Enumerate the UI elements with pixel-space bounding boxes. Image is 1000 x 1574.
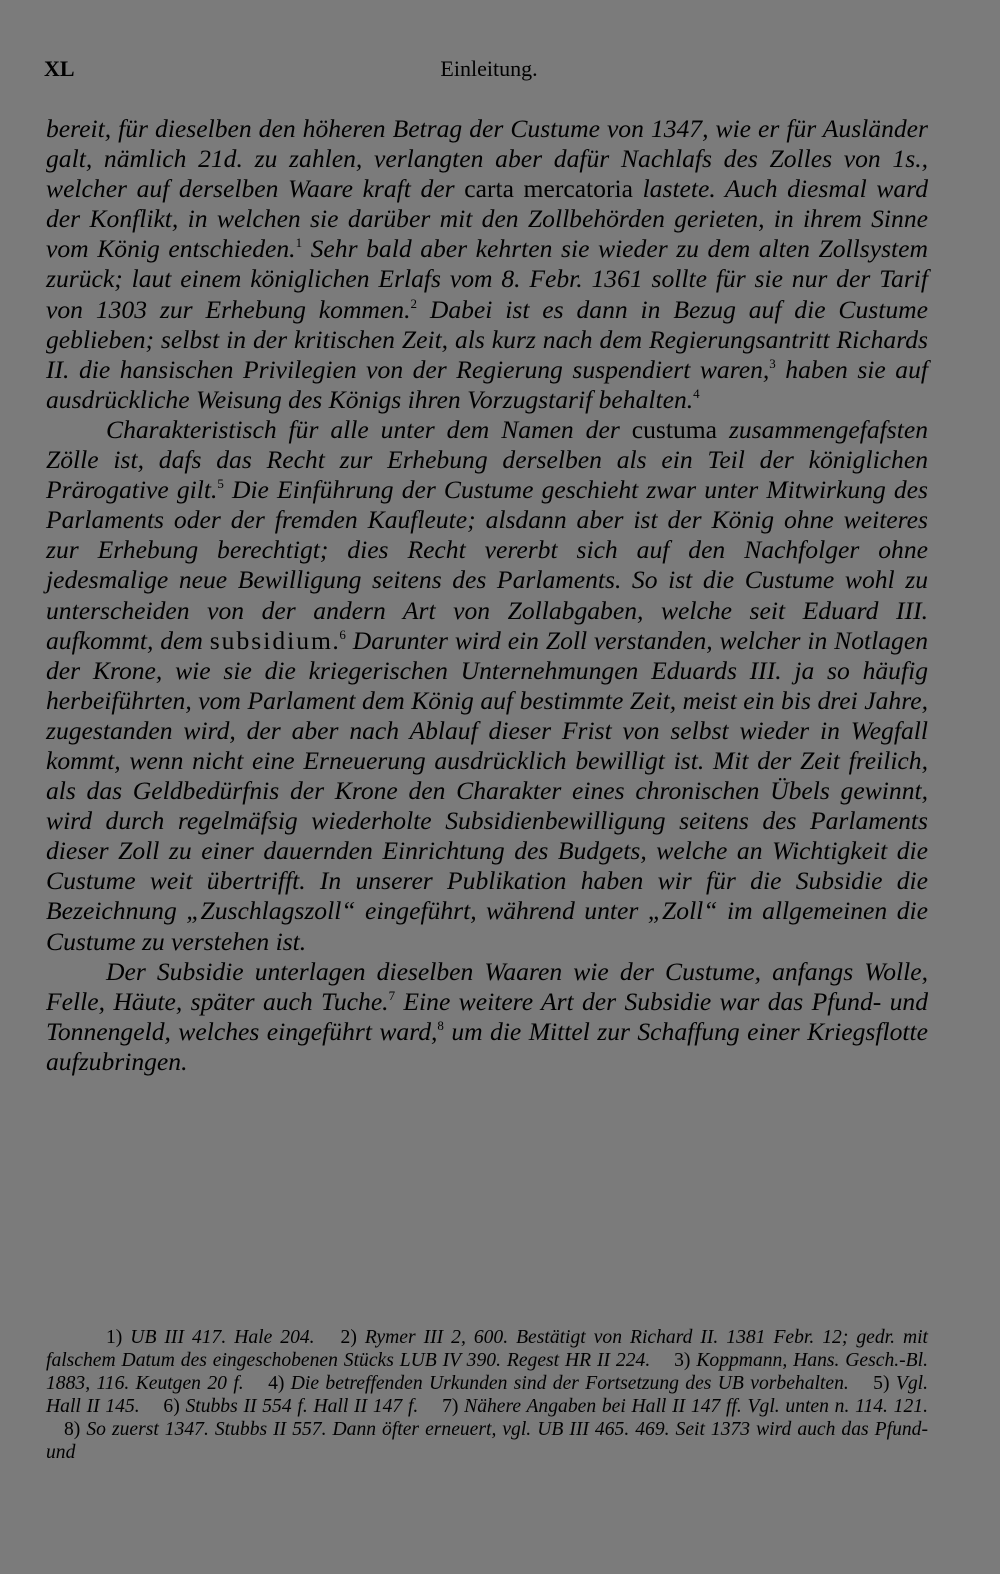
- text-run: subsidium: [209, 625, 333, 655]
- footnote: [106, 1327, 315, 1348]
- footnote: [442, 1396, 928, 1417]
- running-title: Einleitung.: [440, 56, 538, 81]
- footnote-marker: 4: [693, 385, 700, 401]
- footnote-text: Nähere Angaben bei Hall II 147 ff. Vgl. unten n. 114. 121.: [464, 1396, 928, 1417]
- text-run: Dabei ist es dann in Bezug auf die Custume geblieben; selbst in der kritischen Zeit, als kurz nach dem Regierungsantritt Richards II. die hansischen Privilegien von der Regierung suspendiert waren,: [46, 294, 929, 384]
- footnote-number: 1): [106, 1327, 131, 1348]
- text-run: zusammengefafsten Zölle ist, dafs das Recht zur Erhebung derselben als ein Teil der königlichen Prärogative gilt.: [46, 414, 928, 505]
- text-run: lastete. Auch diesmal ward der Konflikt, in welchen sie darüber mit den Zollbehörden gerieten, in ihrem Sinne vom König entschieden.: [46, 174, 928, 264]
- footnote-number: 3): [674, 1350, 697, 1371]
- text-run: um die Mittel zur Schaffung einer Kriegsflotte aufzubringen.: [46, 1016, 928, 1076]
- paragraph: [46, 957, 928, 1077]
- paragraph: [46, 415, 928, 957]
- footnote-number: 2): [340, 1327, 365, 1348]
- footnote-text: Die betreffenden Urkunden sind der Fortsetzung des UB vorbehalten.: [290, 1373, 849, 1394]
- page-header: [44, 56, 934, 90]
- footnote-marker: 1: [295, 235, 303, 251]
- page-number: XL: [44, 56, 75, 81]
- footnote-marker: 2: [410, 295, 417, 311]
- text-run: Darunter wird ein Zoll verstanden, welcher in Notlagen der Krone, wie sie die kriegerischen Unternehmungen Eduards III. ja so häufig herbeiführten, vom Parlament dem König auf bestimmte Zeit, meist ein bis drei Jahre, zugestanden wird, der aber nach Ablauf dieser Frist von selbst wieder in Wegfall kommt, wenn nicht eine Erneuerung ausdrücklich bewilligt ist. Mit der Zeit freilich, als das Geldbedürfnis der Krone den Charakter eines chronischen Übels gewinnt, wird durch regelmäfsig wiederholte Subsidienbewilligung seitens des Parlaments dieser Zoll zu einer dauernden Einrichtung des Budgets, welche an Wichtigkeit die Custume weit übertrifft. In unserer Publikation haben wir für die Subsidie die Bezeichnung „Zuschlagszoll“ eingeführt, während unter „Zoll“ im allgemeinen die Custume zu verstehen ist.: [46, 625, 928, 956]
- paragraph: [46, 114, 928, 415]
- body-text: [46, 114, 928, 1077]
- footnote-text: Koppmann, Hans. Gesch.-Bl. 1883, 116. Keutgen 20 f.: [46, 1350, 928, 1394]
- text-run: Der Subsidie unterlagen dieselben Waaren wie der Custume, anfangs Wolle, Felle, Häute, später auch Tuche.: [46, 956, 928, 1016]
- footnote-text: UB III 417. Hale 204.: [130, 1327, 315, 1348]
- footnote-marker: 5: [217, 476, 224, 492]
- text-run: Sehr bald aber kehrten sie wieder zu dem alten Zollsystem zurück; laut einem königlichen Erlafs vom 8. Febr. 1361 sollte für sie nur der Tarif von 1303 zur Erhebung kommen.: [46, 234, 928, 324]
- footnote-number: 5): [873, 1373, 896, 1394]
- text-run: .: [332, 625, 340, 655]
- footnote-number: 6): [163, 1396, 186, 1417]
- text-run: Charakteristisch für alle unter dem Namen der: [106, 414, 632, 444]
- footnote-number: 7): [442, 1396, 465, 1417]
- footnote-marker: 3: [769, 355, 776, 371]
- footnote-text: So zuerst 1347. Stubbs II 557. Dann öfter erneuert, vgl. UB III 465. 469. Seit 1373 wird auch das Pfund- und: [46, 1419, 928, 1463]
- footnote-marker: 6: [339, 626, 346, 642]
- footnote: [46, 1419, 928, 1463]
- footnote: [268, 1373, 849, 1394]
- text-run: haben sie auf ausdrückliche Weisung des Königs ihren Vorzugstarif behalten.: [46, 354, 928, 414]
- text-run: Die Einführung der Custume geschieht zwar unter Mitwirkung des Parlaments oder der fremden Kaufleute; alsdann aber ist der König ohne weiteres zur Erhebung berechtigt; dies Recht vererbt sich auf den Nachfolger ohne jedesmalige neue Bewilligung seitens des Parlaments. So ist die Custume wohl zu unterscheiden von der andern Art von Zollabgaben, welche seit Eduard III. aufkommt, dem: [46, 475, 928, 655]
- text-run: Eine weitere Art der Subsidie war das Pfund- und Tonnengeld, welches eingeführt ward,: [46, 986, 928, 1046]
- text-run: bereit, für dieselben den höheren Betrag der Custume von 1347, wie er für Ausländer galt, nämlich 21d. zu zahlen, verlangten aber dafür Nachlafs des Zolles von 1s., welcher auf derselben Waare kraft der: [46, 114, 928, 204]
- footnote-marker: 7: [388, 987, 396, 1003]
- text-run: carta mercatoria: [464, 174, 633, 204]
- footnote-number: 8): [64, 1419, 87, 1440]
- footnote-text: Stubbs II 554 f. Hall II 147 f.: [185, 1396, 419, 1417]
- footnote-marker: 8: [437, 1017, 444, 1033]
- text-run: custuma: [631, 414, 718, 444]
- footnote: [163, 1396, 418, 1417]
- footnote-number: 4): [268, 1373, 291, 1394]
- footnote-text: Vgl. Hall II 145.: [46, 1373, 928, 1417]
- footnote-text: Rymer III 2, 600. Bestätigt von Richard II. 1381 Febr. 12; gedr. mit falschem Datum des eingeschobenen Stücks LUB IV 390. Regest HR II 224.: [46, 1327, 928, 1371]
- footnotes: [46, 1326, 928, 1464]
